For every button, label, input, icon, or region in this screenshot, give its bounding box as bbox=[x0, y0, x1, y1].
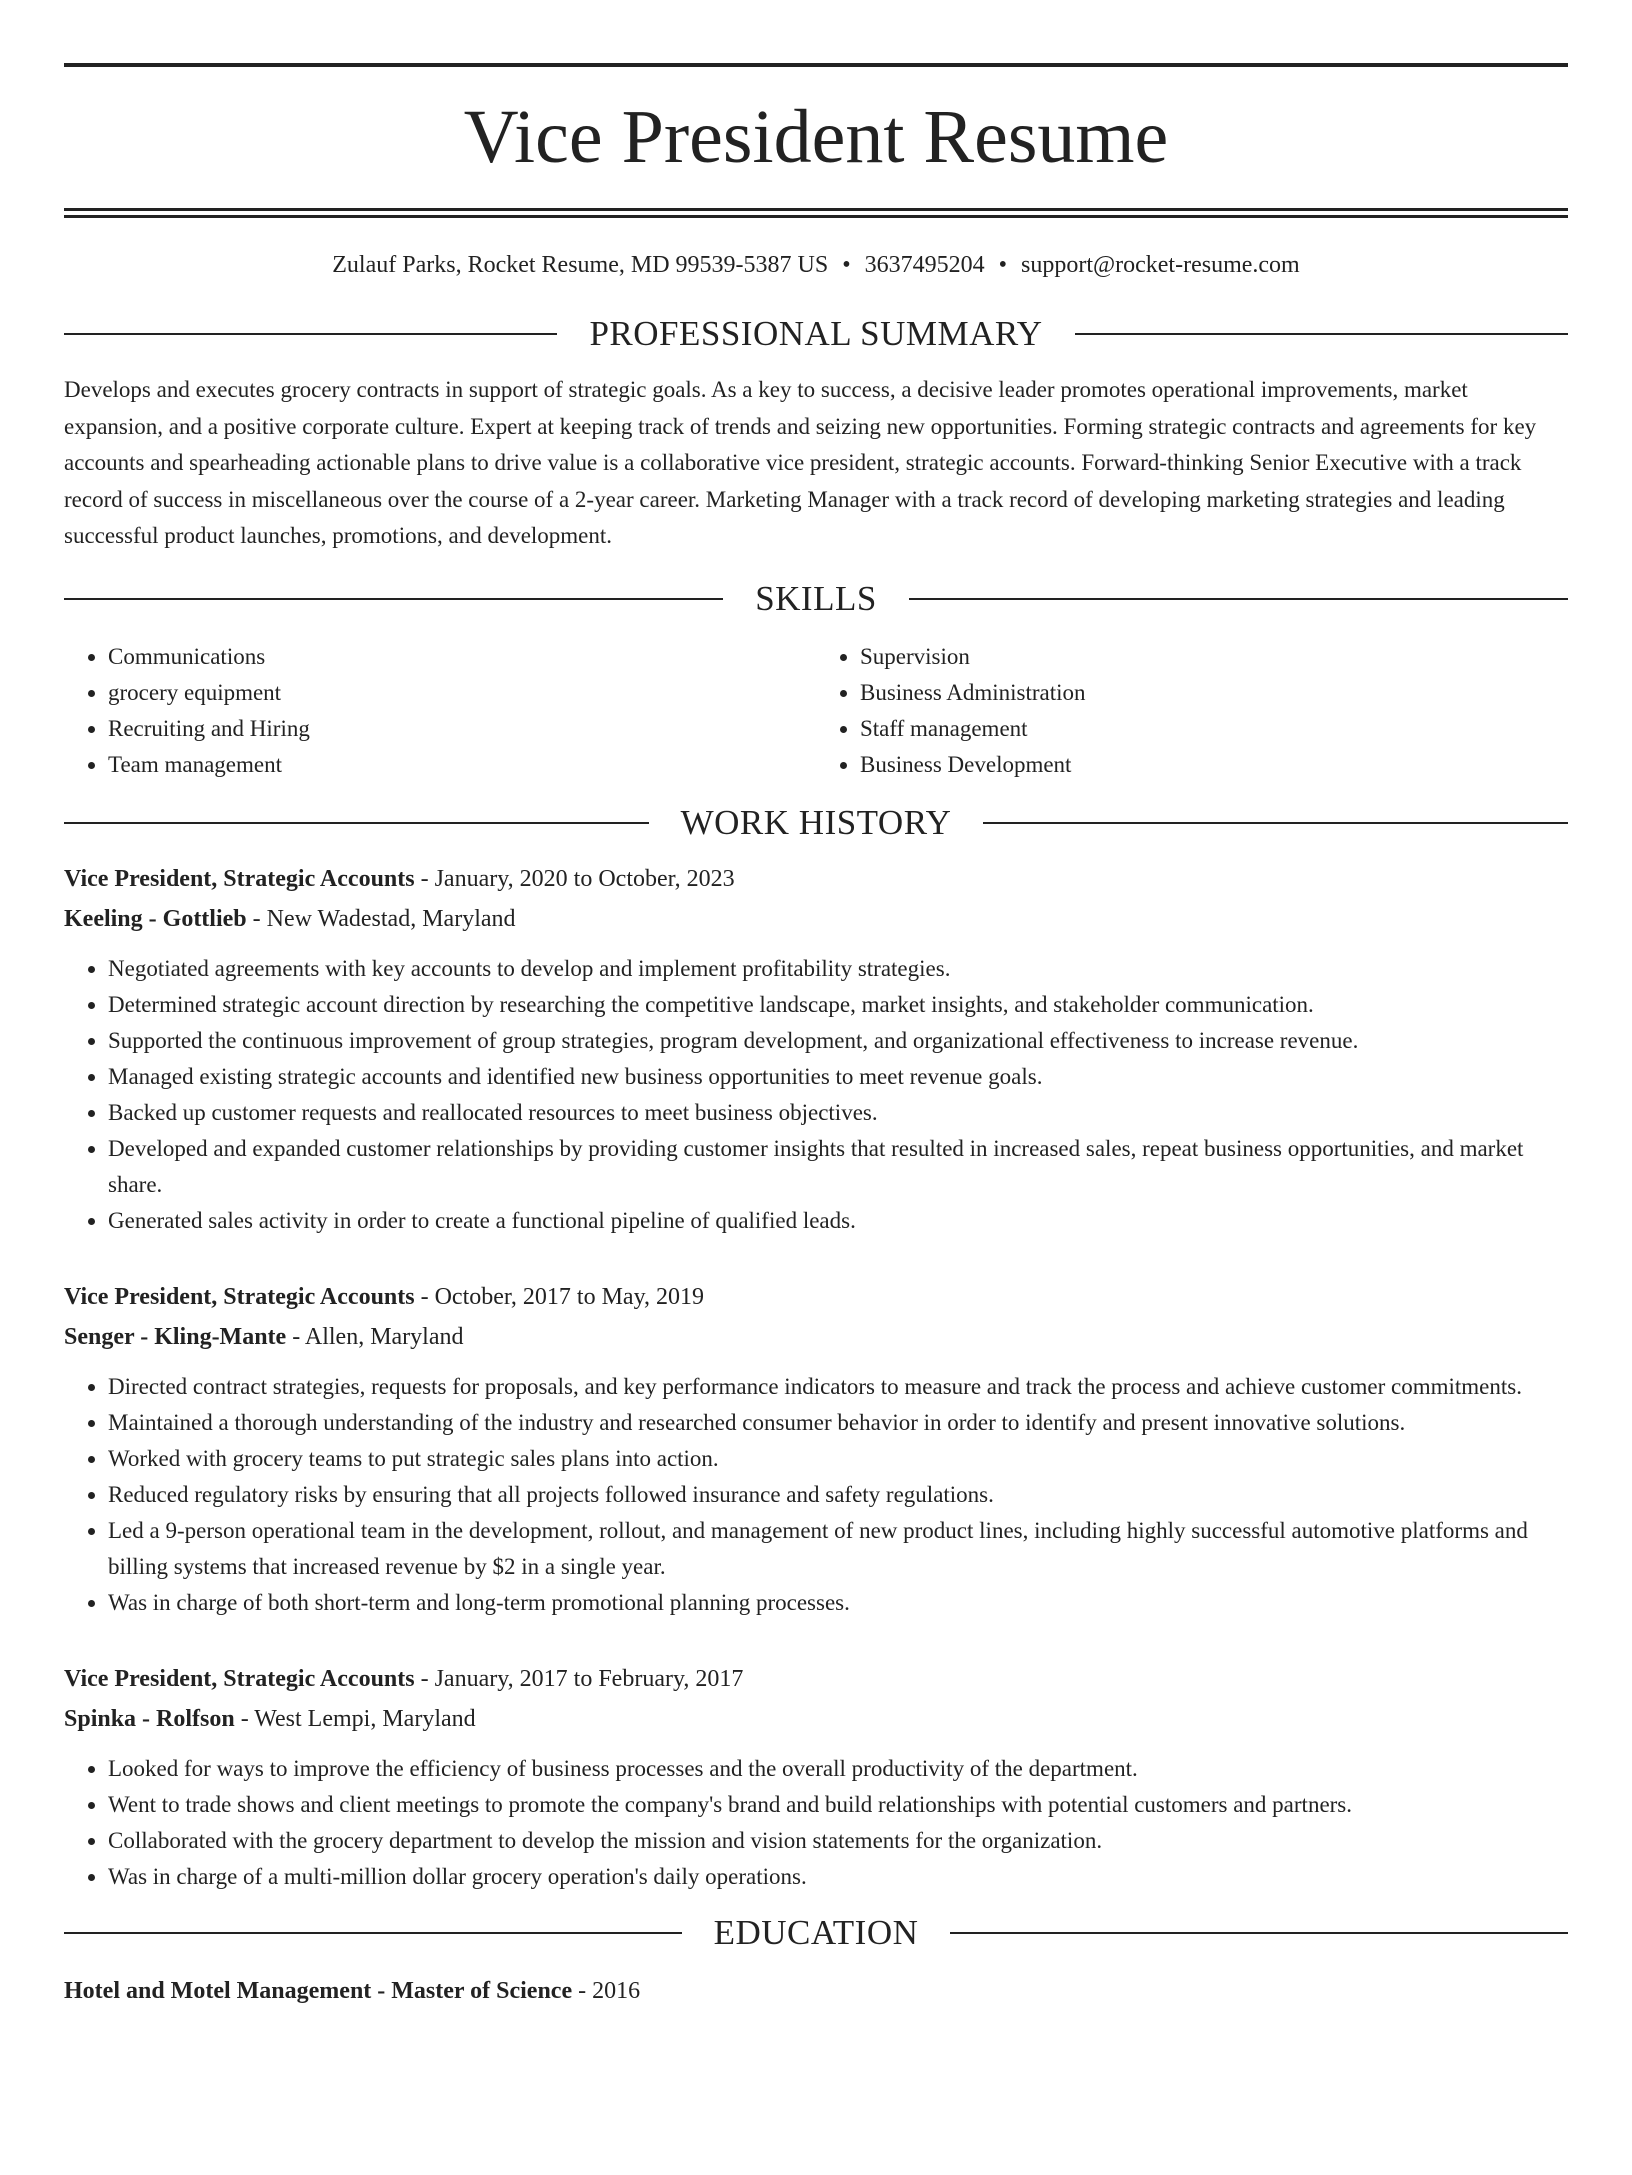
job-company: Spinka - Rolfson bbox=[64, 1705, 235, 1732]
skills-heading bbox=[64, 579, 1568, 619]
job-bullet: • Managed existing strategic accounts and identified new business opportunities to meet revenue goals. bbox=[108, 1059, 1568, 1095]
job-bullet: • Determined strategic account direction by researching the competitive landscape, market insights, and stakeholder communication. bbox=[108, 987, 1568, 1023]
job-entry bbox=[64, 1277, 1568, 1621]
job-bullet: • Negotiated agreements with key accounts to develop and implement profitability strategies. bbox=[108, 951, 1568, 987]
resume-page bbox=[0, 63, 1632, 2175]
skills-heading-label: SKILLS bbox=[755, 578, 877, 618]
heading-rule-left bbox=[64, 1932, 682, 1934]
education-entry bbox=[64, 1971, 1568, 2011]
work-heading-label: WORK HISTORY bbox=[680, 802, 952, 842]
heading-rule-right bbox=[950, 1932, 1568, 1934]
job-bullets bbox=[64, 951, 1568, 1239]
job-bullet: • Supported the continuous improvement of group strategies, program development, and organizational effectiveness to increase revenue. bbox=[108, 1023, 1568, 1059]
job-dates: - January, 2020 to October, 2023 bbox=[414, 865, 735, 892]
skill-item: • Staff management bbox=[860, 711, 1568, 747]
skill-item: • grocery equipment bbox=[108, 675, 816, 711]
work-heading bbox=[64, 803, 1568, 843]
contact-separator: • bbox=[998, 252, 1008, 278]
job-company-line bbox=[64, 1317, 1568, 1357]
job-bullet: • Reduced regulatory risks by ensuring that all projects followed insurance and safety regulations. bbox=[108, 1477, 1568, 1513]
job-bullets bbox=[64, 1751, 1568, 1895]
job-title: Vice President, Strategic Accounts bbox=[64, 865, 415, 892]
job-bullet: • Led a 9-person operational team in the development, rollout, and management of new product lines, including highly successful automotive platforms and billing systems that increased revenue by $2 in a single year. bbox=[108, 1513, 1568, 1585]
job-entry bbox=[64, 1659, 1568, 1895]
job-bullet: • Worked with grocery teams to put strategic sales plans into action. bbox=[108, 1441, 1568, 1477]
job-bullet: • Went to trade shows and client meetings to promote the company's brand and build relationships with potential customers and partners. bbox=[108, 1787, 1568, 1823]
page-title: Vice President Resume bbox=[463, 95, 1169, 179]
contact-separator: • bbox=[842, 252, 851, 278]
job-bullets bbox=[64, 1369, 1568, 1621]
job-entry bbox=[64, 859, 1568, 1239]
summary-heading bbox=[64, 314, 1568, 354]
skill-item: • Team management bbox=[108, 747, 816, 783]
heading-rule-left bbox=[64, 598, 723, 600]
job-company-line bbox=[64, 1699, 1568, 1739]
job-title-line bbox=[64, 859, 1568, 899]
heading-rule-right bbox=[909, 598, 1568, 600]
skill-item: • Business Development bbox=[860, 747, 1568, 783]
education-degree: Hotel and Motel Management - Master of Science bbox=[64, 1977, 573, 2004]
job-title-line bbox=[64, 1659, 1568, 1699]
job-bullet: • Collaborated with the grocery department to develop the mission and vision statements for the organization. bbox=[108, 1823, 1568, 1859]
summary-heading-label: PROFESSIONAL SUMMARY bbox=[589, 314, 1043, 353]
job-title: Vice President, Strategic Accounts bbox=[64, 1665, 415, 1692]
job-location: - New Wadestad, Maryland bbox=[246, 905, 516, 932]
skills-column-left bbox=[64, 639, 816, 783]
job-company: Senger - Kling-Mante bbox=[64, 1323, 287, 1350]
heading-rule-right bbox=[983, 822, 1568, 824]
job-title: Vice President, Strategic Accounts bbox=[64, 1283, 415, 1310]
job-company-line bbox=[64, 899, 1568, 939]
job-title-line bbox=[64, 1277, 1568, 1317]
job-dates: - January, 2017 to February, 2017 bbox=[414, 1665, 744, 1692]
job-location: - Allen, Maryland bbox=[286, 1323, 464, 1350]
heading-rule-left bbox=[64, 822, 649, 824]
job-company: Keeling - Gottlieb bbox=[64, 905, 247, 932]
job-bullet: • Developed and expanded customer relationships by providing customer insights that resulted in increased sales, repeat business opportunities, and market share. bbox=[108, 1131, 1568, 1203]
heading-rule-right bbox=[1075, 333, 1568, 335]
contact-phone: 3637495204 bbox=[864, 252, 985, 278]
job-bullet: • Generated sales activity in order to create a functional pipeline of qualified leads. bbox=[108, 1203, 1568, 1239]
job-bullet: • Was in charge of both short-term and long-term promotional planning processes. bbox=[108, 1585, 1568, 1621]
job-bullet: • Looked for ways to improve the efficiency of business processes and the overall productivity of the department. bbox=[108, 1751, 1568, 1787]
job-bullet: • Was in charge of a multi-million dollar grocery operation's daily operations. bbox=[108, 1859, 1568, 1895]
summary-text: Develops and executes grocery contracts in support of strategic goals. As a key to success, a decisive leader promotes operational improvements, market expansion, and a positive corporate culture. Expert at keeping track of trends and seizing new opportunities. Forming strategic contracts and agreements for key accounts and spearheading actionable plans to drive value is a collaborative vice president, strategic accounts. Forward-thinking Senior Executive with a track record of success in miscellaneous over the course of a 2-year career. Marketing Manager with a track record of developing marketing strategies and leading successful product launches, promotions, and development. bbox=[64, 377, 1537, 548]
contact-address: Zulauf Parks, Rocket Resume, MD 99539-5387 US bbox=[332, 252, 829, 278]
education-heading bbox=[64, 1913, 1568, 1953]
job-dates: - October, 2017 to May, 2019 bbox=[414, 1283, 705, 1310]
contact-email: support@rocket-resume.com bbox=[1021, 252, 1300, 278]
skill-item: • Business Administration bbox=[860, 675, 1568, 711]
skills-list bbox=[64, 639, 1568, 783]
job-location: - West Lempi, Maryland bbox=[234, 1705, 476, 1732]
education-year: - 2016 bbox=[572, 1977, 641, 2004]
contact-line bbox=[64, 250, 1568, 280]
job-bullet: • Backed up customer requests and reallocated resources to meet business objectives. bbox=[108, 1095, 1568, 1131]
skills-column-right bbox=[816, 639, 1568, 783]
skill-item: • Recruiting and Hiring bbox=[108, 711, 816, 747]
title-double-rule bbox=[64, 208, 1568, 218]
skill-item: • Supervision bbox=[860, 639, 1568, 675]
heading-rule-left bbox=[64, 333, 557, 335]
top-rule bbox=[64, 63, 1568, 67]
job-bullet: • Directed contract strategies, requests for proposals, and key performance indicators to measure and track the process and achieve customer commitments. bbox=[108, 1369, 1568, 1405]
job-bullet: • Maintained a thorough understanding of the industry and researched consumer behavior in order to identify and present innovative solutions. bbox=[108, 1405, 1568, 1441]
skill-item: • Communications bbox=[108, 639, 816, 675]
education-heading-label: EDUCATION bbox=[713, 1912, 919, 1952]
